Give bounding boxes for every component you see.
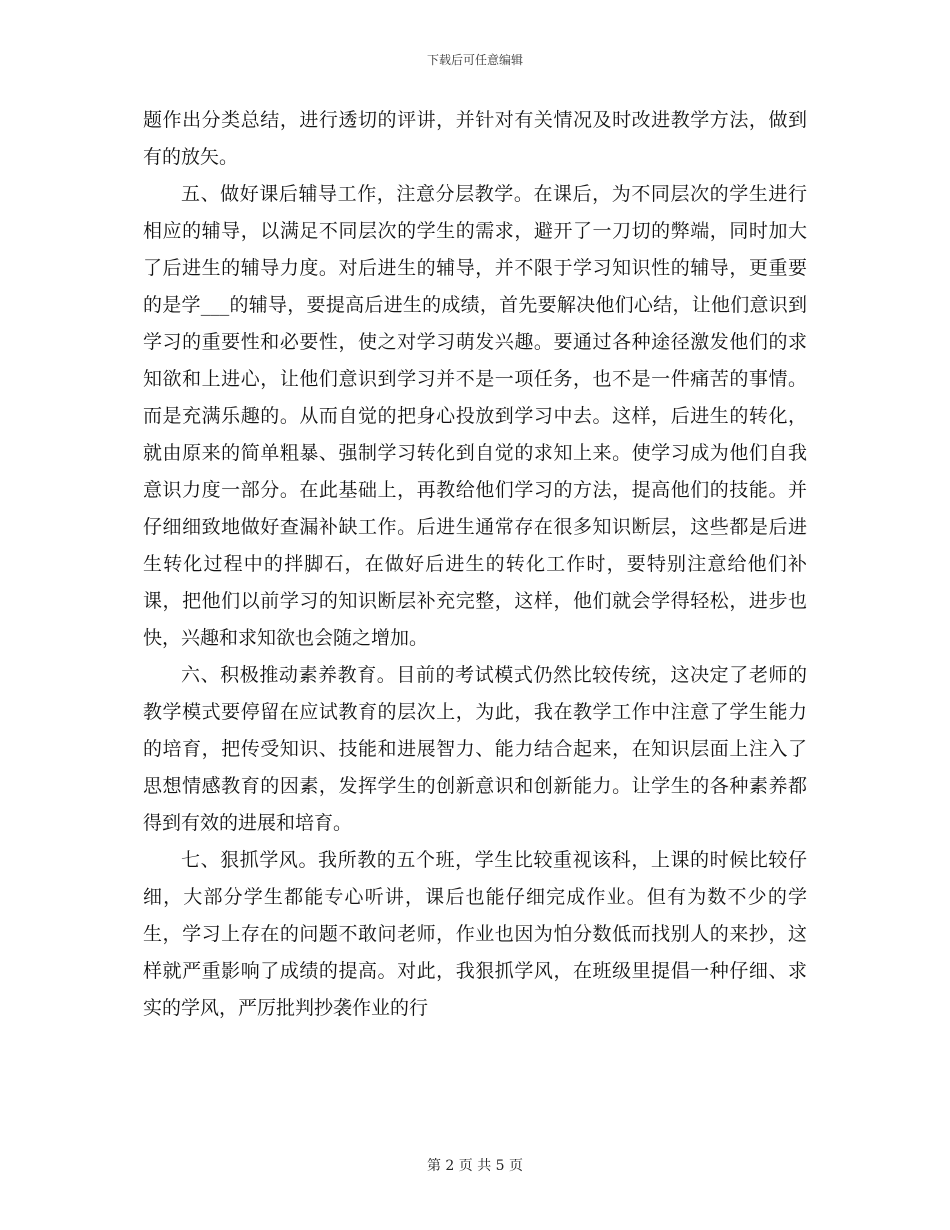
paragraph-section-five: 五、做好课后辅导工作，注意分层教学。在课后，为不同层次的学生进行相应的辅导，以满足不同层次的学生的需求，避开了一刀切的弊端，同时加大了后进生的辅导力度。对后进生的辅导，并不限于学习知识性的辅导，更重要的是学___的辅导，要提高后进生的成绩，首先要解决他们心结，让他们意识到学习的重要性和必要性，使之对学习萌发兴趣。要通过各种途径激发他们的求知欲和上进心，让他们意识到学习并不是一项任务，也不是一件痛苦的事情。而是充满乐趣的。从而自觉的把身心投放到学习中去。这样，后进生的转化，就由原来的简单粗暴、强制学习转化到自觉的求知上来。使学习成为他们自我意识力度一部分。在此基础上，再教给他们学习的方法，提高他们的技能。并仔细细致地做好查漏补缺工作。后进生通常存在很多知识断层，这些都是后进生转化过程中的拌脚石，在做好后进生的转化工作时，要特别注意给他们补课，把他们以前学习的知识断层补充完整，这样，他们就会学得轻松，进步也快，兴趣和求知欲也会随之增加。 bbox=[143, 183, 807, 649]
page-footer: 第 2 页 共 5 页 bbox=[426, 1158, 524, 1174]
paragraph-continuation: 题作出分类总结，进行透切的评讲，并针对有关情况及时改进教学方法，做到有的放矢。 bbox=[143, 109, 807, 168]
paragraph-section-six: 六、积极推动素养教育。目前的考试模式仍然比较传统，这决定了老师的教学模式要停留在应试教育的层次上，为此，我在教学工作中注意了学生能力的培育，把传受知识、技能和进展智力、能力结合起来，在知识层面上注入了思想情感教育的因素，发挥学生的创新意识和创新能力。让学生的各种素养都得到有效的进展和培育。 bbox=[143, 664, 807, 834]
paragraph-section-seven: 七、狠抓学风。我所教的五个班，学生比较重视该科，上课的时候比较仔细，大部分学生都能专心听讲，课后也能仔细完成作业。但有为数不少的学生，学习上存在的问题不敢问老师，作业也因为怕分数低而找别人的来抄，这样就严重影响了成绩的提高。对此，我狠抓学风，在班级里提倡一种仔细、求实的学风，严厉批判抄袭作业的行 bbox=[143, 849, 807, 1019]
page-header: 下载后可任意编辑 bbox=[426, 53, 523, 67]
document-body bbox=[143, 102, 807, 1027]
